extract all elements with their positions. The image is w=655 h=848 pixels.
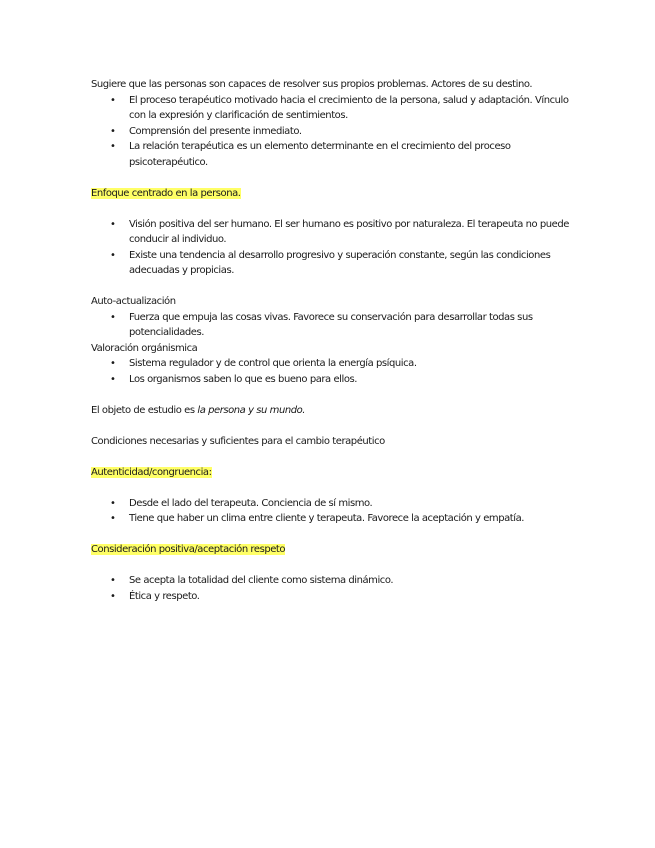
condiciones-text: Condiciones necesarias y suficientes para el cambio terapéutico (91, 435, 385, 447)
enfoque-list (91, 217, 571, 279)
list-item: • Desde el lado del terapeuta. Conciencia de sí mismo. (91, 496, 571, 512)
list-item: • La relación terapéutica es un elemento determinante en el crecimiento del proceso psicoterapéutico. (110, 141, 511, 168)
list-item: • Tiene que haber un clima entre cliente y terapeuta. Favorece la aceptación y empatía. (91, 511, 571, 527)
auto-actualizacion-heading: Auto-actualización (91, 296, 176, 307)
bullet-icon: • (110, 497, 116, 509)
bullet-icon: • (110, 575, 116, 586)
list-item: • Fuerza que empuja las cosas vivas. Favorece su conservación para desarrollar todas sus potencialidades. (110, 311, 533, 338)
heading-consideracion: Consideración positiva/aceptación respeto (91, 544, 286, 555)
list-item: • Visión positiva del ser humano. El ser humano es positivo por naturaleza. El terapeuta no puede conducir al individuo. (110, 218, 569, 245)
document-body (91, 77, 571, 604)
bullet-icon: • (110, 125, 116, 137)
intro-text: Sugiere que las personas son capaces de resolver sus propios problemas. Actores de su destino. (91, 79, 533, 90)
list-item: • Se acepta la totalidad del cliente como sistema dinámico. (91, 573, 571, 589)
heading-enfoque: Enfoque centrado en la persona. (91, 187, 241, 199)
autenticidad-list (91, 496, 571, 527)
bullet-icon: • (110, 373, 116, 385)
objeto-emphasis: la persona y su mundo. (197, 404, 306, 416)
list-item: • Ética y respeto. (91, 589, 571, 605)
bullet-icon: • (110, 358, 116, 369)
list-item: • Comprensión del presente inmediato. (91, 124, 571, 140)
objeto-estudio: El objeto de estudio es la persona y su mundo. (91, 404, 306, 416)
consideracion-list (91, 573, 571, 604)
list-item: • Sistema regulador y de control que orienta la energía psíquica. (91, 356, 571, 372)
auto-list (91, 310, 571, 341)
heading-autenticidad: Autenticidad/congruencia: (91, 466, 212, 478)
bullet-icon: • (110, 94, 116, 106)
valoracion-heading: Valoración orgánismica (91, 342, 198, 354)
list-item: • Los organismos saben lo que es bueno para ellos. (91, 372, 571, 388)
bullet-icon: • (110, 590, 116, 602)
list-item: • Existe una tendencia al desarrollo progresivo y superación constante, según las condiciones adecuadas y propicias. (110, 249, 551, 276)
bullet-icon: • (110, 513, 116, 524)
list-item: • El proceso terapéutico motivado hacia el crecimiento de la persona, salud y adaptación. Vínculo con la expresión y clarificación de sentimientos. (110, 94, 569, 121)
bullet-icon: • (110, 249, 116, 261)
bullet-icon: • (110, 311, 116, 323)
bullet-icon: • (110, 218, 116, 230)
bullet-icon: • (110, 141, 116, 152)
intro-list (91, 93, 571, 171)
valoracion-list (91, 356, 571, 387)
